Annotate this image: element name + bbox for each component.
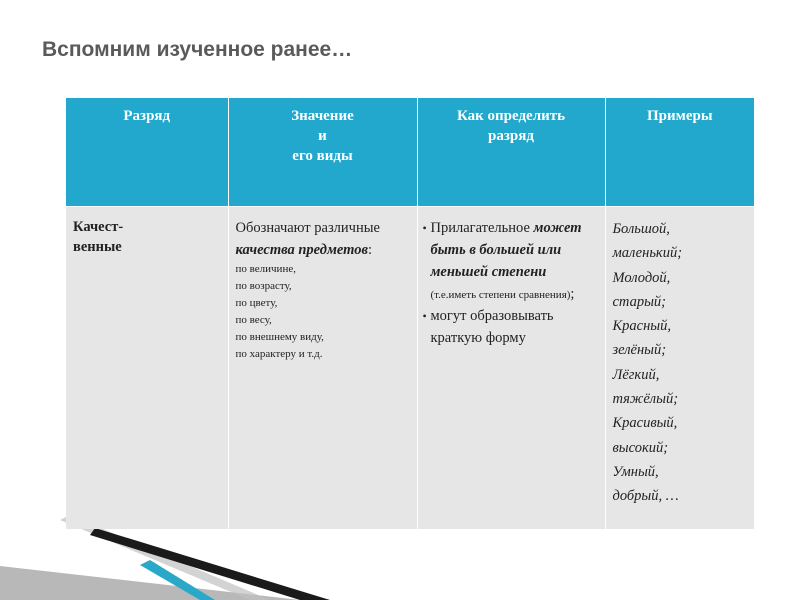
how-bullet1-plain: Прилагательное bbox=[430, 220, 534, 236]
example-item: Красивый, bbox=[612, 415, 678, 432]
meaning-emphasis: качества предметов bbox=[235, 242, 368, 258]
how-bullet1-end: ; bbox=[570, 286, 575, 302]
how-bullet1-emphasis: может быть в большей или меньшей степени bbox=[430, 220, 582, 280]
header-examples-label: Примеры bbox=[646, 108, 713, 124]
how-bullet1-note: (т.е.иметь степени сравнения) bbox=[430, 289, 571, 301]
meaning-colon: : bbox=[367, 242, 372, 258]
category-label: Качест- венные bbox=[73, 219, 124, 255]
list-item: по внешнему виду, bbox=[235, 331, 324, 343]
table-header-row bbox=[66, 98, 754, 207]
example-item: Лёгкий, bbox=[612, 366, 660, 383]
example-item: Умный, bbox=[612, 463, 659, 480]
list-item: по возрасту, bbox=[235, 280, 292, 292]
cell-category bbox=[66, 207, 228, 530]
header-examples bbox=[605, 98, 754, 207]
slide-title: Вспомним изученное ранее… bbox=[42, 38, 353, 61]
how-bullet2-text: могут образовывать краткую форму bbox=[430, 308, 554, 346]
header-category-label: Разряд bbox=[123, 108, 171, 124]
table-row bbox=[66, 207, 754, 530]
cell-meaning bbox=[228, 207, 417, 530]
header-how-to-identify bbox=[417, 98, 605, 207]
meaning-kinds-list bbox=[236, 261, 411, 363]
meaning-intro: Обозначают различные bbox=[235, 220, 380, 236]
example-item: Молодой, bbox=[612, 269, 671, 286]
header-how-label: Как определить разряд bbox=[456, 108, 566, 144]
example-item: добрый, … bbox=[612, 488, 679, 505]
cell-how-to-identify bbox=[417, 207, 605, 530]
example-item: зелёный; bbox=[612, 342, 667, 359]
how-bullet-comparison bbox=[425, 217, 599, 305]
list-item: по характеру и т.д. bbox=[235, 348, 323, 360]
list-item: по весу, bbox=[235, 314, 272, 326]
list-item: по цвету, bbox=[235, 297, 278, 309]
example-item: маленький; bbox=[612, 245, 683, 262]
header-meaning-label: Значение и его виды bbox=[291, 108, 354, 164]
header-meaning bbox=[228, 98, 417, 207]
example-item: высокий; bbox=[612, 439, 669, 456]
example-item: старый; bbox=[612, 293, 666, 310]
cell-examples bbox=[605, 207, 754, 530]
example-item: Большой, bbox=[612, 221, 670, 237]
how-bullet-short-form bbox=[425, 305, 599, 349]
example-item: Красный, bbox=[612, 318, 671, 335]
header-category bbox=[66, 98, 228, 207]
example-item: тяжёлый; bbox=[612, 391, 679, 408]
adjective-category-table bbox=[66, 98, 754, 529]
list-item: по величине, bbox=[235, 263, 296, 275]
